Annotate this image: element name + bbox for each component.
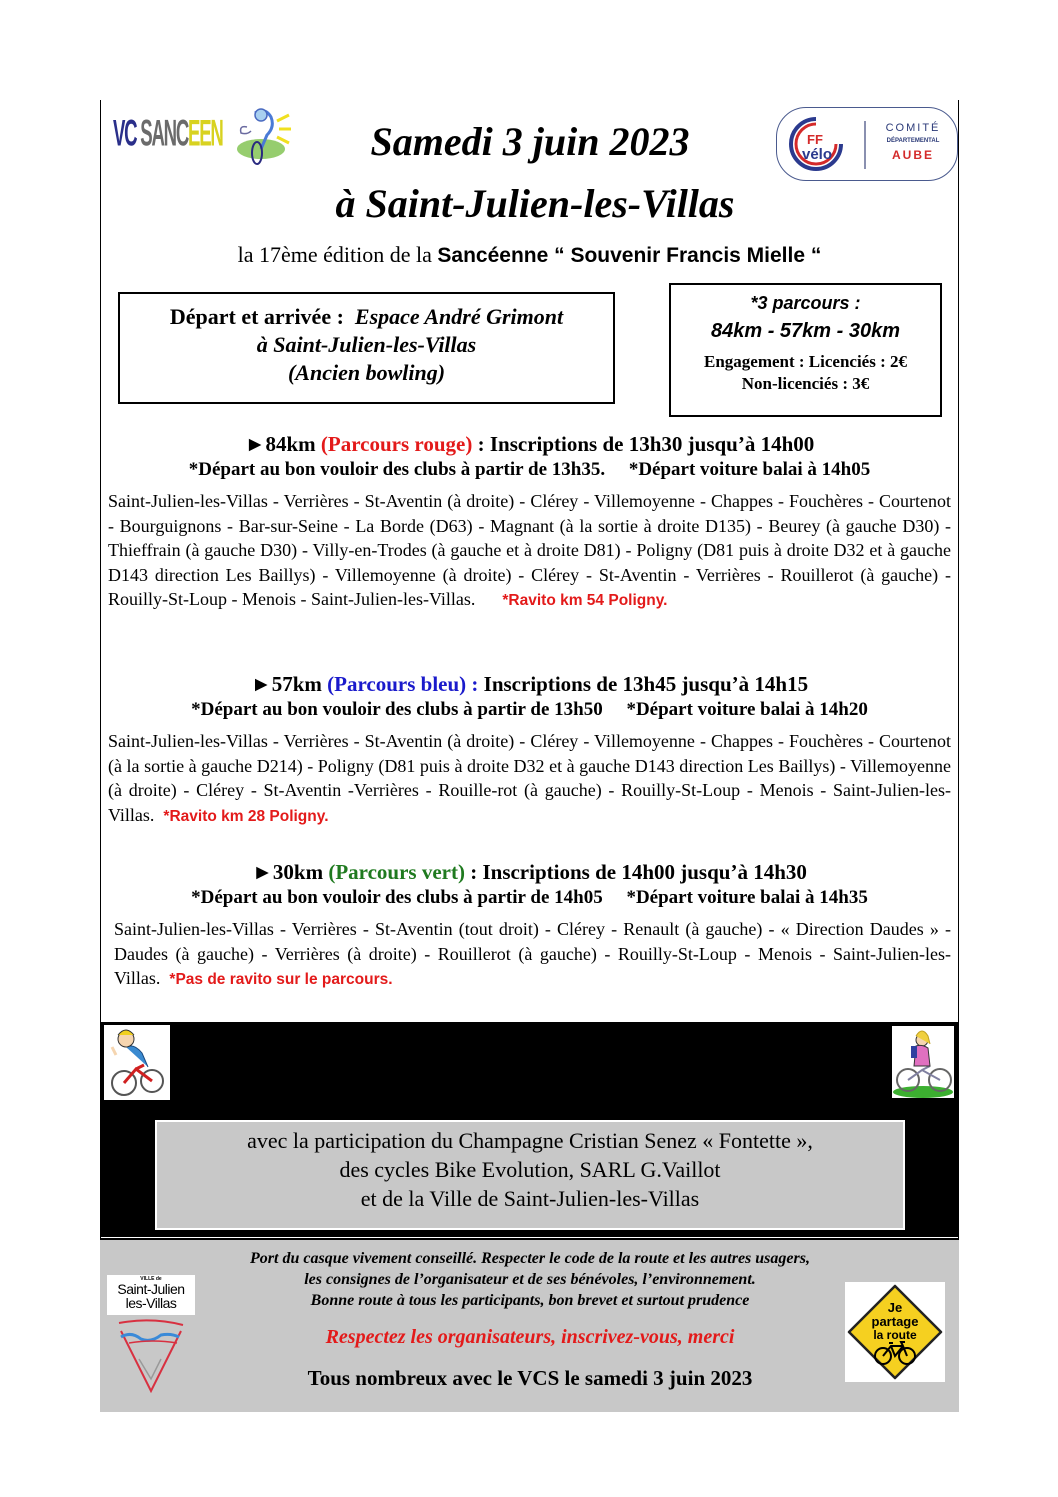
sjv-ville-de: VILLE de xyxy=(140,1276,162,1282)
route-inscriptions: : Inscriptions de 14h00 jusqu’à 14h30 xyxy=(464,860,807,884)
sign-line3: la route xyxy=(873,1328,917,1342)
fee-licencies: Engagement : Licenciés : 2€ xyxy=(703,352,908,371)
edition-prefix: la 17ème édition de la xyxy=(237,242,438,267)
route-depart: *Départ au bon vouloir des clubs à partir de 13h35. xyxy=(188,459,606,480)
route-balai: *Départ voiture balai à 14h20 xyxy=(626,699,868,720)
cyclist-girl-illustration xyxy=(892,1026,954,1098)
ff-text: FF xyxy=(807,132,823,147)
ravito-note: *Ravito km 54 Poligny. xyxy=(502,592,668,609)
parcours-distances: 84km - 57km - 30km xyxy=(710,320,900,342)
route-depart: *Départ au bon vouloir des clubs à partir de 13h50 xyxy=(191,699,603,720)
route-balai: *Départ voiture balai à 14h05 xyxy=(628,459,871,480)
note-line: les consignes de l’organisateur et de ses bénévoles, l’environnement. xyxy=(304,1271,756,1288)
parcours-summary-box xyxy=(669,283,942,417)
route-inscriptions: : Inscriptions de 13h30 jusqu’à 14h00 xyxy=(472,432,815,456)
je-partage-la-route-sign xyxy=(845,1282,945,1382)
sign-line1: Je xyxy=(887,1300,903,1315)
sponsor-line: avec la participation du Champagne Cristian Senez « Fontette », xyxy=(247,1128,813,1153)
route-30km xyxy=(100,860,959,993)
depart-place: Espace André Grimont xyxy=(354,304,564,329)
depart-arrivee-box xyxy=(118,292,615,404)
ravito-note: *Ravito km 28 Poligny. xyxy=(163,807,329,825)
route-departures xyxy=(100,887,959,909)
fee-non-licencies: Non-licenciés : 3€ xyxy=(741,374,870,393)
parcours-title: *3 parcours : xyxy=(750,293,861,313)
respect-message: Respectez les organisateurs, inscrivez-vous, merci xyxy=(325,1326,735,1348)
closing-message: Tous nombreux avec le VCS le samedi 3 juin 2023 xyxy=(307,1366,753,1390)
depart-town: à Saint-Julien-les-Villas xyxy=(256,332,477,357)
route-84km xyxy=(100,432,959,614)
safety-notes xyxy=(170,1248,890,1311)
departemental-text: DÉPARTEMENTAL xyxy=(886,138,940,144)
ravito-note: *Pas de ravito sur le parcours. xyxy=(169,971,393,988)
route-departures xyxy=(100,699,959,721)
route-distance: ►30km xyxy=(252,860,324,884)
route-distance: ►57km xyxy=(250,672,322,696)
edition-line xyxy=(100,242,959,268)
logo-part-vc: VC xyxy=(113,113,141,155)
route-57km xyxy=(100,672,959,829)
route-itinerary xyxy=(108,729,951,829)
route-heading xyxy=(100,432,959,457)
cyclist-boy-icon xyxy=(104,1025,170,1100)
edition-name: Sancéenne xyxy=(437,244,549,267)
sponsor-line: et de la Ville de Saint-Julien-les-Villas xyxy=(360,1186,700,1211)
note-line: Bonne route à tous les participants, bon brevet et surtout prudence xyxy=(310,1292,750,1309)
route-balai: *Départ voiture balai à 14h35 xyxy=(626,887,868,908)
itinerary-text: Saint-Julien-les-Villas - Verrières - St-Aventin (à droite) - Clérey - Villemoyenne - Chappes - Fouchères - Courtenot - Bourguignons - Bar-sur-Seine - La Borde (D63) - Magnant (à la sortie à droite D135) - Beurey (à gauche D30) - Thieffrain (à gauche D30) - Villy-en-Trodes (à gauche et à droite D81) - Poligny (D81 puis à droite D32 et à gauche D143 direction Les Baillys) - Villemoyenne (à droite) - Clérey - St-Aventin - Verrières - Rouillerot (à gauche) - Rouilly-St-Loup - Menois - Saint-Julien-les-Villas. xyxy=(108,491,951,609)
route-name: (Parcours bleu) : xyxy=(327,672,479,696)
event-date-title: Samedi 3 juin 2023 xyxy=(370,119,690,164)
route-name: (Parcours rouge) xyxy=(320,432,473,456)
logo-divider xyxy=(864,121,866,169)
sjv-line2: les-Villas xyxy=(125,1295,177,1311)
sjv-line1: Saint-Julien xyxy=(117,1281,185,1297)
sponsor-box xyxy=(155,1120,905,1230)
cyclist-girl-icon xyxy=(892,1026,954,1098)
route-heading xyxy=(100,860,959,885)
ff-velo-emblem-icon xyxy=(787,115,845,173)
cyclist-boy-illustration xyxy=(104,1025,170,1100)
route-name: (Parcours vert) xyxy=(328,860,465,884)
route-distance: ►84km xyxy=(244,432,316,456)
comite-text: COMITÉ xyxy=(885,122,941,134)
itinerary-text: Saint-Julien-les-Villas - Verrières - St-Aventin (tout droit) - Clérey - Renault (à gauche) - « Direction Daudes » - Daudes (à gauche) - Verrières (à droite) - Rouillerot (à gauche) - Rouilly-St-Loup - Menois - Saint-Julien-les-Villas. xyxy=(114,919,951,988)
itinerary-text: Saint-Julien-les-Villas - Verrières - St-Aventin (à droite) - Clérey - Villemoyenne - Chappes - Fouchères - Courtenot (à la sortie à gauche D214) - Poligny (D81 puis à droite D32 et à gauche D143 direction Les Baillys) - Villemoyenne (à droite) - Clérey - St-Aventin -Verrières - Rouille-rot (à gauche) - Rouilly-St-Loup - Menois - Saint-Julien-les-Villas. xyxy=(108,731,951,825)
depart-note: (Ancien bowling) xyxy=(287,360,446,385)
note-line: Port du casque vivement conseillé. Respecter le code de la route et les autres usagers, xyxy=(250,1250,810,1267)
route-inscriptions: Inscriptions de 13h45 jusqu’à 14h15 xyxy=(478,672,809,696)
sponsor-line: des cycles Bike Evolution, SARL G.Vaillot xyxy=(339,1157,721,1182)
logo-part-sanc: SANC xyxy=(140,113,189,155)
route-heading xyxy=(100,672,959,697)
route-itinerary xyxy=(108,489,951,614)
vc-sanceen-logo xyxy=(113,105,293,165)
edition-subtitle: “ Souvenir Francis Mielle “ xyxy=(548,244,822,267)
sign-line2: partage xyxy=(871,1314,919,1329)
aube-text: AUBE xyxy=(891,148,934,162)
vc-sanceen-wordmark xyxy=(113,113,223,156)
road-sign-icon xyxy=(845,1282,945,1382)
ff-velo-aube-logo xyxy=(776,107,958,181)
route-itinerary xyxy=(108,917,951,993)
cyclist-sketch-icon xyxy=(233,105,293,167)
route-depart: *Départ au bon vouloir des clubs à partir de 14h05 xyxy=(191,887,603,908)
velo-text: vélo xyxy=(801,146,833,163)
event-location-title: à Saint-Julien-les-Villas xyxy=(335,181,735,226)
depart-label: Départ et arrivée : xyxy=(169,304,344,329)
route-departures xyxy=(100,459,959,481)
logo-part-een: EEN xyxy=(188,113,223,155)
